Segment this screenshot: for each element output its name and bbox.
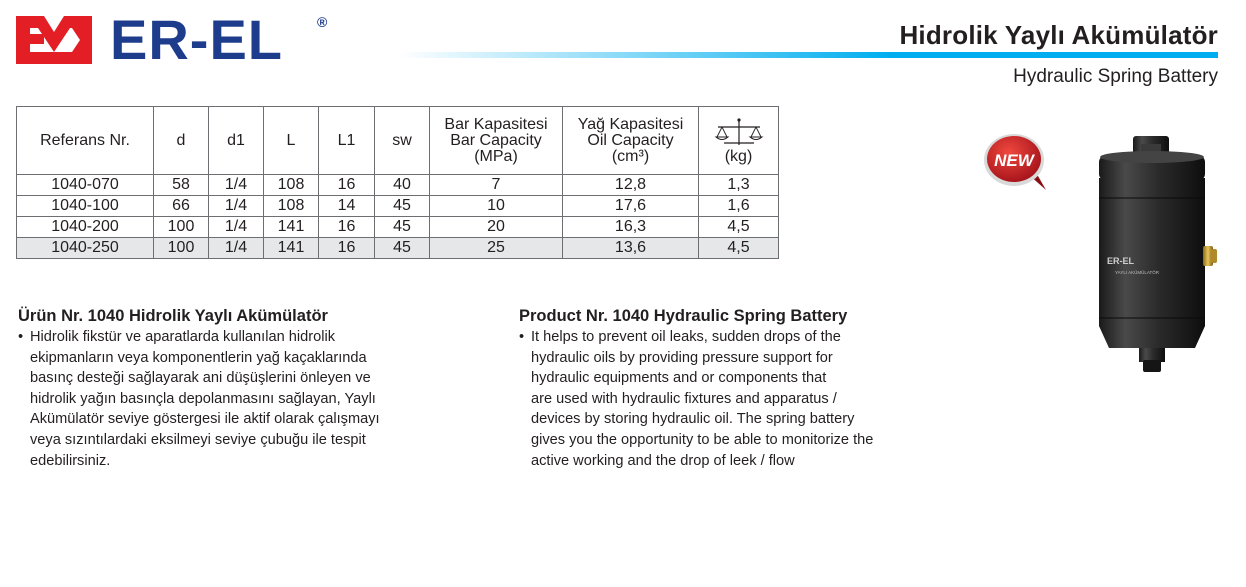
cell-bar: 10	[430, 196, 563, 217]
cell-kg: 4,5	[699, 238, 779, 259]
header-bar-line2: Bar Capacity	[450, 131, 542, 149]
cell-d1: 1/4	[209, 196, 264, 217]
product-image	[1085, 128, 1225, 378]
header-weight	[699, 107, 779, 175]
cell-sw: 45	[375, 217, 430, 238]
description-tr-bullet-item	[18, 327, 428, 471]
text-line: hydraulic equipments and or components that	[531, 370, 827, 387]
cell-sw: 45	[375, 196, 430, 217]
cell-L1: 16	[319, 217, 375, 238]
cell-bar: 20	[430, 217, 563, 238]
spec-table	[16, 106, 779, 259]
table-header-row	[17, 107, 779, 175]
cell-d: 66	[154, 196, 209, 217]
cell-bar: 25	[430, 238, 563, 259]
cell-d: 100	[154, 217, 209, 238]
description-en-text	[531, 327, 873, 471]
cell-d: 58	[154, 175, 209, 196]
brand-logo	[14, 8, 334, 71]
cell-ref: 1040-070	[17, 175, 154, 196]
text-line: are used with hydraulic fixtures and apparatus /	[531, 390, 837, 407]
description-tr-heading: Ürün Nr. 1040 Hidrolik Yaylı Akümülatör	[18, 307, 328, 325]
page-title: Hidrolik Yaylı Akümülatör	[899, 20, 1218, 50]
header-sw: sw	[375, 107, 430, 175]
cell-L: 108	[264, 175, 319, 196]
cell-sw: 45	[375, 238, 430, 259]
cell-sw: 40	[375, 175, 430, 196]
table-row	[17, 175, 779, 196]
cell-L1: 16	[319, 175, 375, 196]
header-weight-unit: (kg)	[724, 147, 753, 165]
header-d: d	[154, 107, 209, 175]
cell-ref: 1040-250	[17, 238, 154, 259]
text-line: Hidrolik fikstür ve aparatlarda kullanılan hidrolik	[30, 329, 335, 345]
description-tr	[18, 306, 428, 471]
cell-L: 108	[264, 196, 319, 217]
cell-kg: 1,3	[699, 175, 779, 196]
header-bar-line1: Bar Kapasitesi	[444, 115, 548, 133]
header-oil-capacity	[563, 107, 699, 175]
header-oil-line2: Oil Capacity	[587, 131, 674, 149]
text-line: hydraulic oils by providing pressure support for	[531, 349, 833, 366]
text-line: devices by storing hydraulic oil. The spring battery	[531, 411, 855, 428]
table-row	[17, 238, 779, 259]
cell-oil: 17,6	[563, 196, 699, 217]
text-line: gives you the opportunity to be able to monitorize the	[531, 431, 874, 448]
header-d1: d1	[209, 107, 264, 175]
text-line: basınç desteği sağlayarak ani düşüşlerini önleyen ve	[30, 370, 371, 387]
cell-d1: 1/4	[209, 217, 264, 238]
cell-L1: 16	[319, 238, 375, 259]
text-line: Akümülatör seviye göstergesi ile aktif olarak çalışmayı	[30, 411, 380, 428]
header-L1: L1	[319, 107, 375, 175]
header-L: L	[264, 107, 319, 175]
erel-mark-icon	[14, 14, 94, 66]
bullet-icon: •	[519, 329, 525, 345]
cell-d1: 1/4	[209, 238, 264, 259]
cell-kg: 1,6	[699, 196, 779, 217]
cell-d1: 1/4	[209, 175, 264, 196]
cell-L: 141	[264, 238, 319, 259]
text-line: edebilirsiniz.	[30, 452, 111, 469]
description-tr-text	[30, 327, 380, 471]
description-en-heading: Product Nr. 1040 Hydraulic Spring Battery	[519, 307, 848, 325]
cell-bar: 7	[430, 175, 563, 196]
brand-name: ER-EL	[110, 8, 283, 71]
product-label-sub: YAYLI AKÜMÜLATÖR	[1115, 270, 1160, 275]
cell-oil: 13,6	[563, 238, 699, 259]
description-en	[519, 306, 919, 471]
cell-oil: 16,3	[563, 217, 699, 238]
text-line: veya sızıntılardaki eksilmeyi seviye çubuğu ile tespit	[30, 431, 366, 448]
product-label-brand: ER-EL	[1107, 256, 1134, 266]
cell-oil: 12,8	[563, 175, 699, 196]
cell-L1: 14	[319, 196, 375, 217]
new-badge	[980, 130, 1050, 194]
text-line: ekipmanların veya komponentlerin yağ kaçaklarında	[30, 349, 367, 366]
header-bar-capacity	[430, 107, 563, 175]
registered-mark: ®	[317, 14, 328, 30]
title-accent-bar	[398, 52, 1218, 58]
table-row	[17, 196, 779, 217]
page-subtitle: Hydraulic Spring Battery	[1013, 66, 1218, 87]
header-oil-line1: Yağ Kapasitesi	[577, 115, 684, 133]
bullet-icon: •	[18, 329, 24, 345]
text-line: hidrolik yağın basınçla depolanmasını sağlayan, Yaylı	[30, 390, 376, 407]
cell-d: 100	[154, 238, 209, 259]
new-badge-text: NEW	[994, 151, 1034, 170]
cell-ref: 1040-100	[17, 196, 154, 217]
header-bar-line3: (MPa)	[474, 147, 518, 165]
header-oil-line3: (cm³)	[611, 147, 650, 165]
table-row	[17, 217, 779, 238]
header-ref: Referans Nr.	[17, 107, 154, 175]
balance-scale-icon	[714, 117, 764, 149]
description-en-bullet-item	[519, 327, 919, 471]
cell-kg: 4,5	[699, 217, 779, 238]
cell-L: 141	[264, 217, 319, 238]
text-line: It helps to prevent oil leaks, sudden drops of the	[531, 329, 841, 345]
text-line: active working and the drop of leek / flow	[531, 452, 795, 469]
cell-ref: 1040-200	[17, 217, 154, 238]
